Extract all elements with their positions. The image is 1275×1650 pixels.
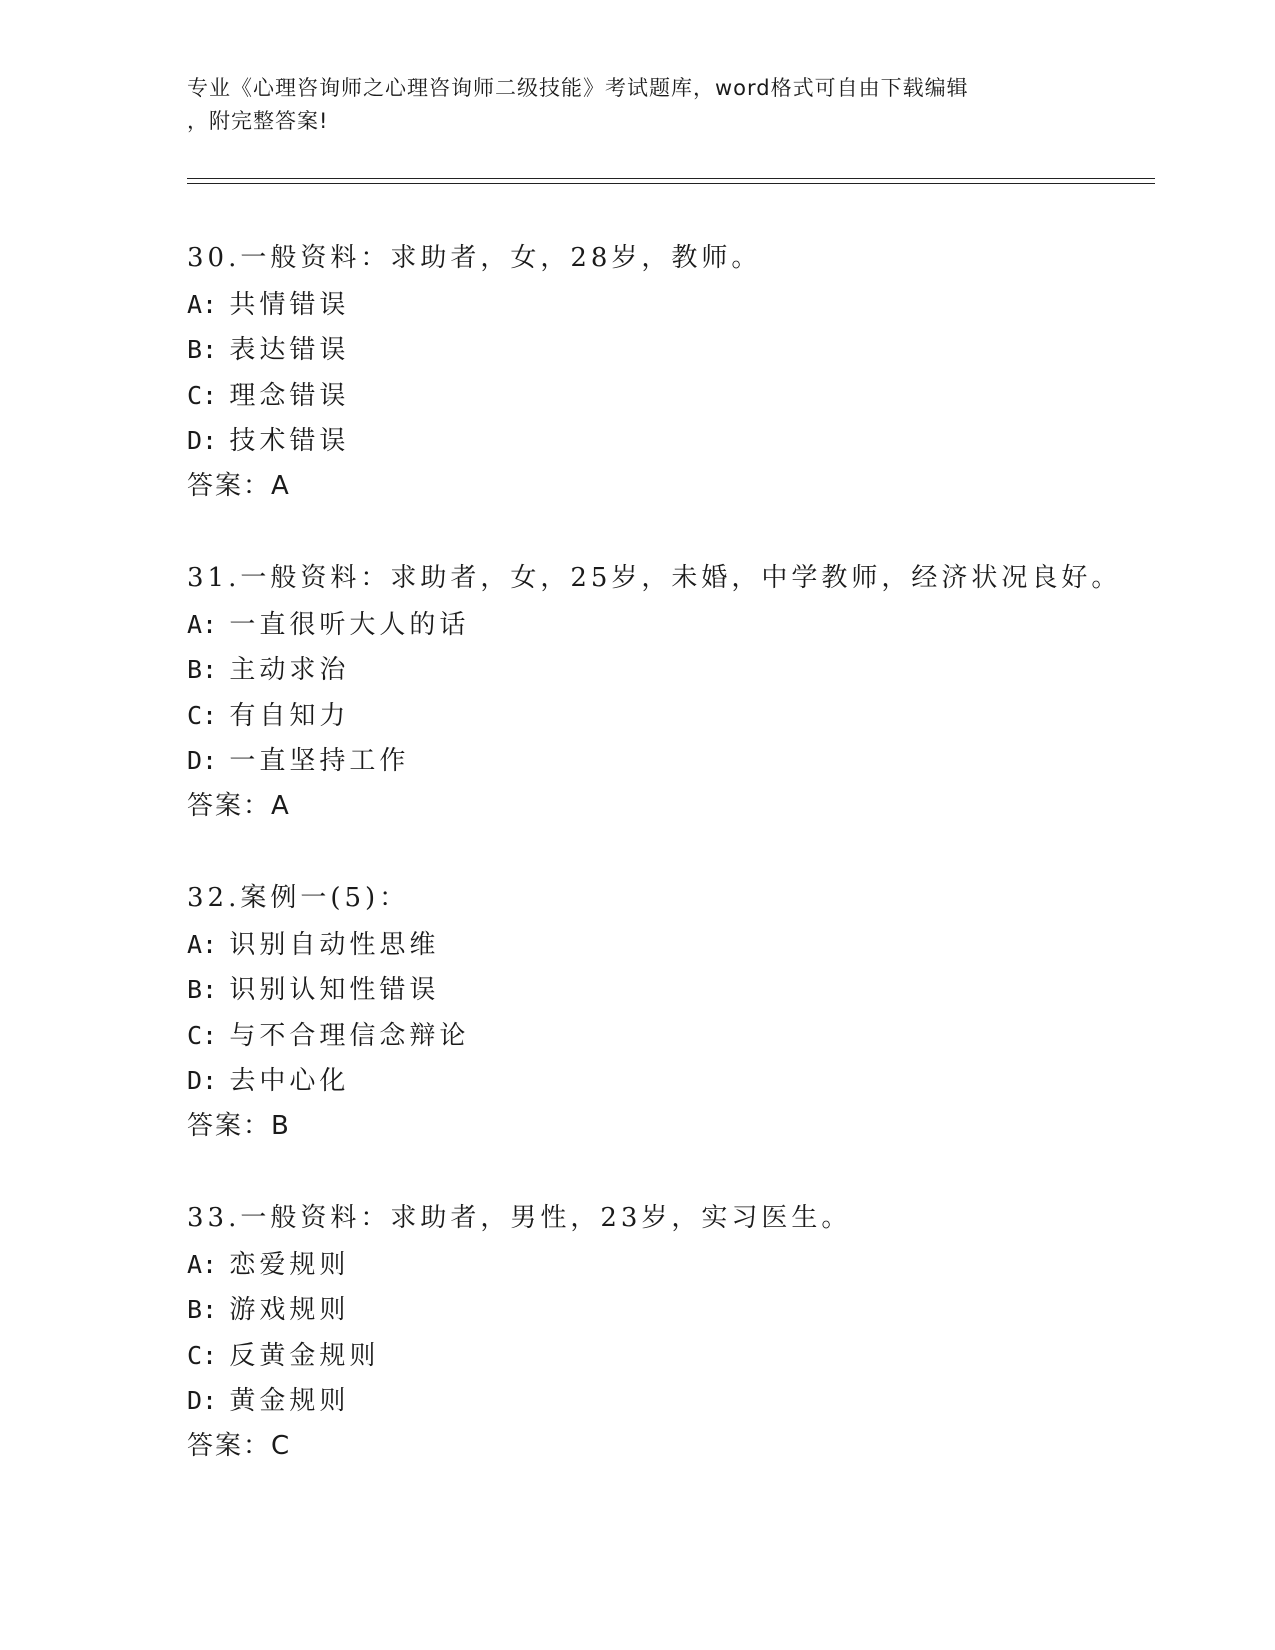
header-line-2: ，附完整答案! [187,109,329,133]
option-text: 共情错误 [229,289,350,320]
option-letter: A: [187,929,218,959]
option-letter: A: [187,1249,218,1279]
option-letter: A: [187,289,218,319]
option-b [187,647,1137,693]
option-a [187,602,1137,648]
option-c [187,373,1137,419]
header-divider-bottom [187,183,1155,184]
option-c [187,1013,1137,1059]
document-header [187,72,1067,138]
option-d [187,1058,1137,1104]
option-text: 与不合理信念辩论 [229,1020,470,1051]
option-letter: D: [187,746,218,775]
option-letter: B: [187,655,218,684]
option-text: 主动求治 [229,655,350,685]
option-letter: B: [187,975,218,1004]
option-text: 有自知力 [229,700,350,731]
option-text: 表达错误 [229,335,350,365]
question-title: 32.案例一(5)： [187,883,410,913]
question-title: 30.一般资料：求助者，女，28岁，教师。 [187,243,762,273]
option-text: 识别自动性思维 [229,929,440,960]
option-a [187,1242,1137,1288]
option-text: 一直很听大人的话 [229,609,470,640]
option-b [187,1287,1137,1333]
answer: 答案：A [187,790,291,821]
option-text: 黄金规则 [229,1386,350,1416]
option-text: 去中心化 [229,1066,350,1096]
option-letter: C: [187,700,218,730]
option-text: 游戏规则 [229,1295,350,1325]
option-letter: D: [187,426,218,455]
option-text: 一直坚持工作 [229,746,410,776]
option-text: 识别认知性错误 [229,975,440,1005]
option-text: 理念错误 [229,380,350,411]
header-line-1: 专业《心理咨询师之心理咨询师二级技能》考试题库，word格式可自由下载编辑 [187,76,969,100]
header-divider-top [187,178,1155,179]
option-letter: C: [187,1020,218,1050]
option-letter: D: [187,1386,218,1415]
option-letter: C: [187,1340,218,1370]
answer: 答案：B [187,1110,291,1141]
question-title: 31.一般资料：求助者，女，25岁，未婚，中学教师，经济状况良好。 [187,563,1122,593]
option-letter: B: [187,335,218,364]
option-b [187,327,1137,373]
question-title: 33.一般资料：求助者，男性，23岁，实习医生。 [187,1203,852,1233]
option-d [187,418,1137,464]
question-33 [187,1196,1137,1469]
option-letter: A: [187,609,218,639]
option-d [187,738,1137,784]
question-31 [187,556,1137,829]
option-letter: B: [187,1295,218,1324]
option-d [187,1378,1137,1424]
answer: 答案：C [187,1430,292,1461]
option-text: 恋爱规则 [229,1249,350,1280]
option-text: 反黄金规则 [229,1340,380,1371]
option-text: 技术错误 [229,426,350,456]
option-letter: D: [187,1066,218,1095]
question-32 [187,876,1137,1149]
option-a [187,282,1137,328]
question-30 [187,236,1137,509]
option-c [187,693,1137,739]
option-a [187,922,1137,968]
option-letter: C: [187,380,218,410]
answer: 答案：A [187,470,291,501]
option-c [187,1333,1137,1379]
option-b [187,967,1137,1013]
